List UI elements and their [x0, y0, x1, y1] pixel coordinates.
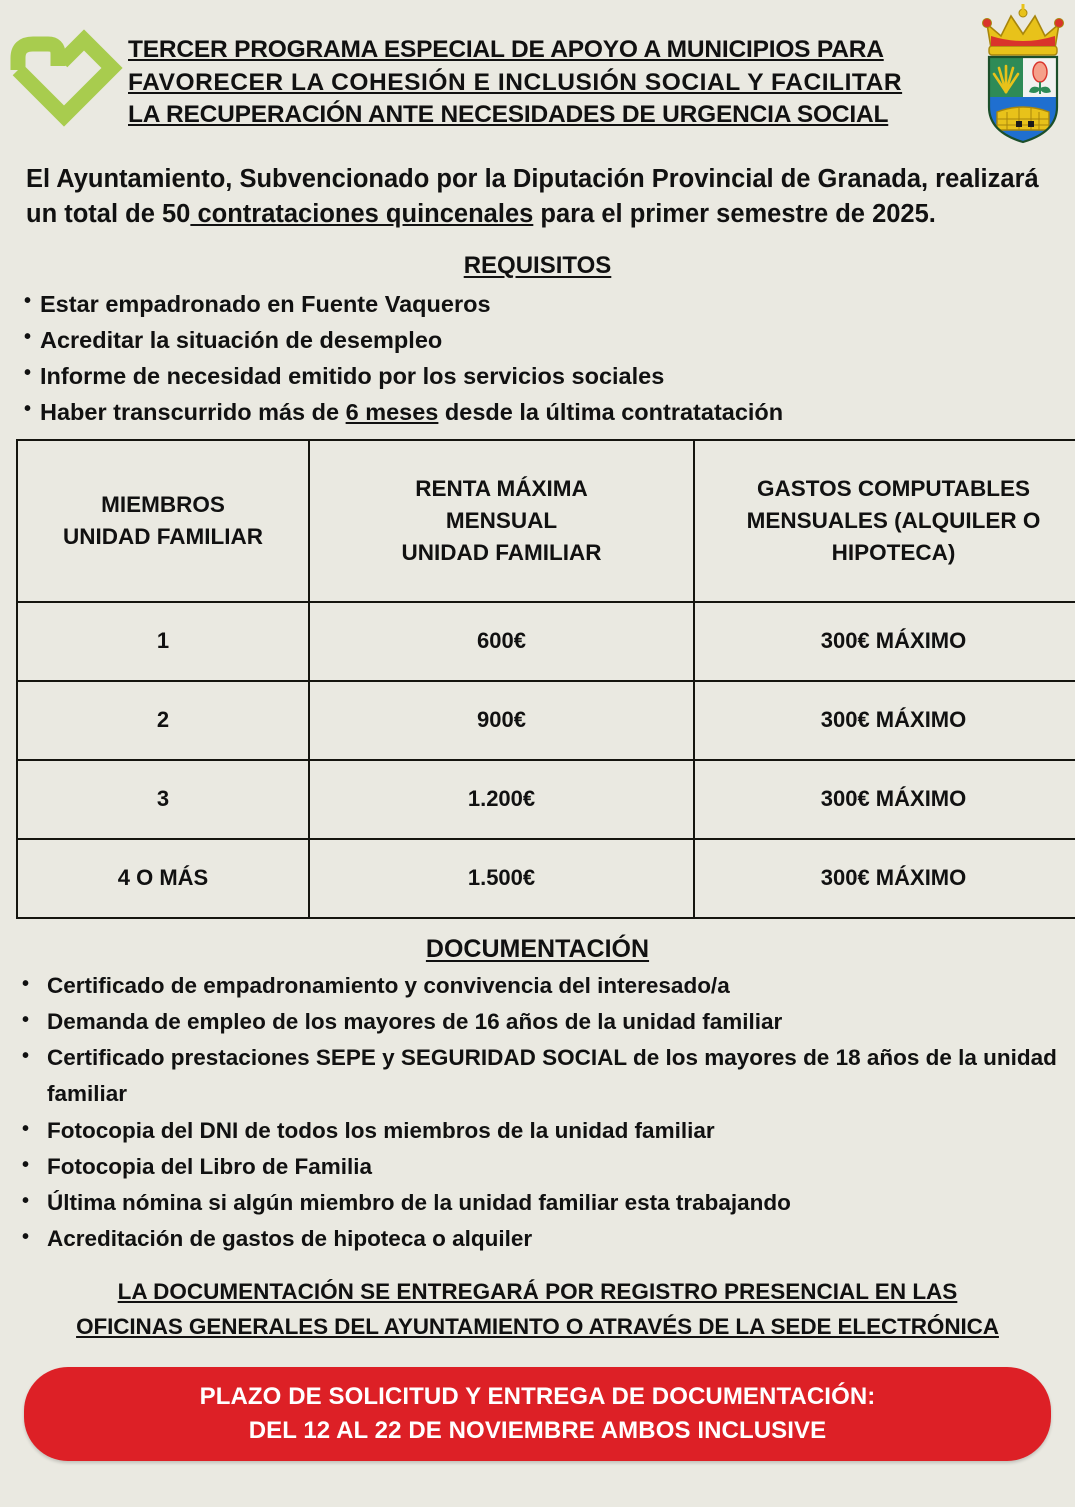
requisito-text: Informe de necesidad emitido por los servicios sociales [40, 362, 665, 389]
table-row [17, 839, 1075, 918]
delivery-instructions [0, 1275, 1075, 1343]
header-line: MENSUALES (ALQUILER O [746, 507, 1041, 533]
list-item [0, 287, 1075, 323]
poster-title [128, 34, 984, 132]
delivery-line-1: LA DOCUMENTACIÓN SE ENTREGARÁ POR REGISTRO PRESENCIAL EN LAS [117, 1279, 958, 1305]
intro-text-part2: para el primer semestre de 2025. [533, 199, 936, 228]
header-line: UNIDAD FAMILIAR [401, 539, 602, 565]
requisitos-list [0, 287, 1075, 431]
list-item: • Fotocopia del Libro de Familia [0, 1149, 1075, 1185]
deadline-line-2: DEL 12 AL 22 DE NOVIEMBRE AMBOS INCLUSIVE [248, 1416, 827, 1444]
deadline-banner [24, 1367, 1051, 1461]
table-header-computable-costs [694, 440, 1075, 602]
list-item: • Acreditación de gastos de hipoteca o alquiler [0, 1221, 1075, 1257]
header-line: HIPOTECA) [831, 539, 956, 565]
documentacion-heading: DOCUMENTACIÓN [425, 934, 650, 963]
list-item: • Demanda de empleo de los mayores de 16 años de la unidad familiar [0, 1004, 1075, 1040]
cell-costs: 300€ MÁXIMO [694, 839, 1075, 918]
intro-paragraph [26, 162, 1049, 232]
cell-members: 3 [17, 760, 309, 839]
header-line: MIEMBROS [101, 491, 225, 517]
cell-members: 2 [17, 681, 309, 760]
green-heart-check-logo [6, 18, 124, 130]
cell-costs: 300€ MÁXIMO [694, 602, 1075, 681]
intro-text-part1: El Ayuntamiento, Subvencionado por la Diputación Provincial de Granada, realizará un total de 50 [26, 165, 1039, 228]
title-line-3: LA RECUPERACIÓN ANTE NECESIDADES DE URGENCIA SOCIAL [128, 101, 889, 129]
deadline-line-1: PLAZO DE SOLICITUD Y ENTREGA DE DOCUMENTACIÓN: [199, 1382, 876, 1410]
requisito-text: Acreditar la situación de desempleo [40, 326, 443, 353]
cell-max-rent: 1.500€ [309, 839, 694, 918]
table-body [17, 602, 1075, 918]
table-header-row [17, 440, 1075, 602]
cell-max-rent: 1.200€ [309, 760, 694, 839]
header-line: GASTOS COMPUTABLES [757, 475, 1030, 501]
documentacion-list [0, 968, 1075, 1258]
requisitos-heading: REQUISITOS [463, 251, 612, 279]
requisito-emphasis: 6 meses [345, 398, 439, 425]
cell-members: 1 [17, 602, 309, 681]
income-requirements-table [16, 439, 1075, 919]
table-row [17, 681, 1075, 760]
header-line: MENSUAL [445, 507, 558, 533]
requisito-text-post: desde la última contratatación [438, 398, 784, 425]
table-header-max-rent [309, 440, 694, 602]
table-row [17, 760, 1075, 839]
header-line: RENTA MÁXIMA [415, 475, 588, 501]
list-item: • Última nómina si algún miembro de la unidad familiar esta trabajando [0, 1185, 1075, 1221]
cell-costs: 300€ MÁXIMO [694, 760, 1075, 839]
cell-max-rent: 900€ [309, 681, 694, 760]
coat-of-arms-crest [977, 2, 1069, 144]
title-line-2: FAVORECER LA COHESIÓN E INCLUSIÓN SOCIAL Y FACILITAR [128, 68, 903, 96]
intro-emphasis: contrataciones quincenales [190, 199, 534, 228]
shield-icon [989, 57, 1057, 144]
list-item [0, 323, 1075, 359]
header-line: UNIDAD FAMILIAR [63, 523, 263, 549]
list-item [0, 395, 1075, 431]
cell-members: 4 O MÁS [17, 839, 309, 918]
list-item: • Certificado prestaciones SEPE y SEGURIDAD SOCIAL de los mayores de 18 años de la unidad familiar [0, 1040, 1075, 1112]
requisito-text: Estar empadronado en Fuente Vaqueros [40, 290, 491, 317]
table-header-members [17, 440, 309, 602]
list-item: • Certificado de empadronamiento y convivencia del interesado/a [0, 968, 1075, 1004]
cell-costs: 300€ MÁXIMO [694, 681, 1075, 760]
table-header [17, 440, 1075, 602]
cell-max-rent: 600€ [309, 602, 694, 681]
delivery-line-2: OFICINAS GENERALES DEL AYUNTAMIENTO O ATRAVÉS DE LA SEDE ELECTRÓNICA [76, 1313, 999, 1339]
list-item: • Fotocopia del DNI de todos los miembros de la unidad familiar [0, 1113, 1075, 1149]
poster-header [0, 0, 1075, 148]
table-row [17, 602, 1075, 681]
crown-icon [983, 4, 1064, 55]
list-item [0, 359, 1075, 395]
requisito-text-pre: Haber transcurrido más de [40, 398, 346, 425]
title-line-1: TERCER PROGRAMA ESPECIAL DE APOYO A MUNICIPIOS PARA [128, 36, 884, 63]
